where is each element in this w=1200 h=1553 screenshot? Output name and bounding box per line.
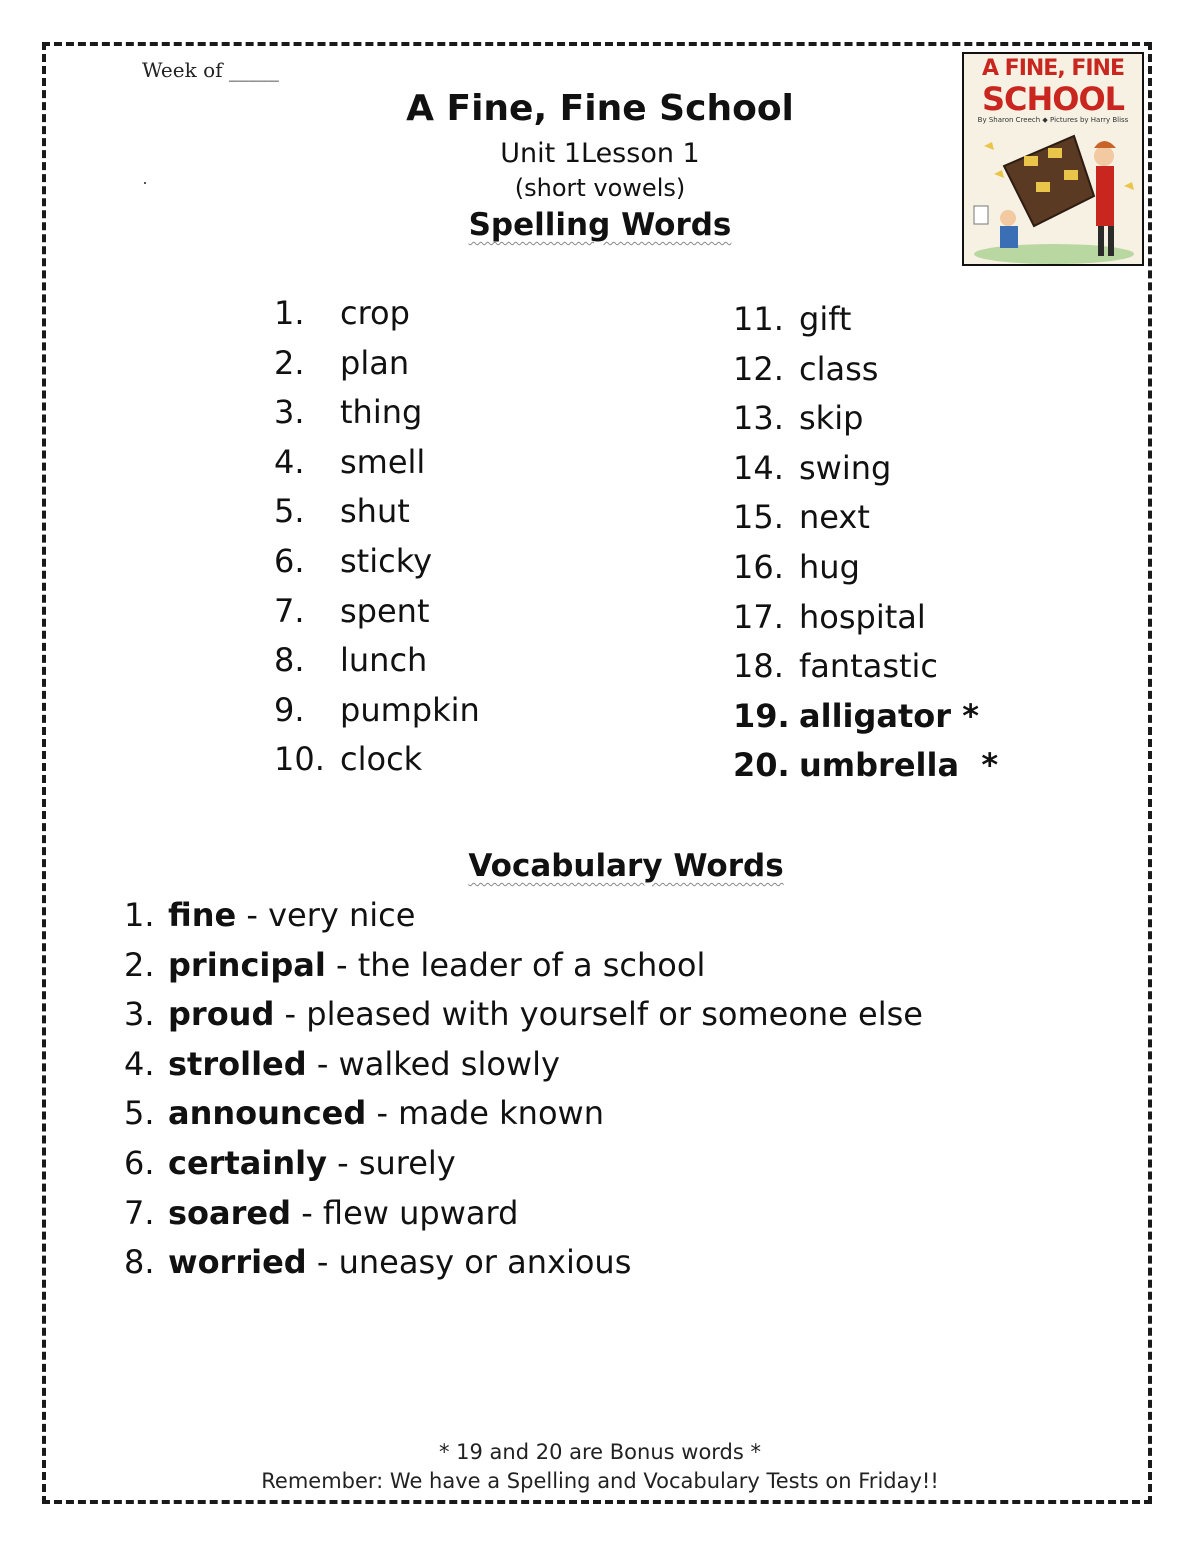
spelling-word-item [733,399,863,437]
vocabulary-number: 8. [124,1243,155,1282]
unit-lesson-label: Unit 1Lesson 1 [500,138,700,169]
vocabulary-definition: - surely [326,1144,456,1182]
vocabulary-item [124,1243,631,1281]
vocabulary-item [124,896,415,934]
vocabulary-term: soared [168,1193,292,1232]
spelling-word-item [274,393,422,431]
spelling-word-item [274,592,430,630]
spelling-word-item [733,647,938,685]
vocabulary-definition: - uneasy or anxious [306,1243,632,1282]
vocabulary-item [124,995,923,1033]
spelling-word-number: 15. [733,498,784,537]
cover-illustration [964,126,1144,266]
spelling-word-number: 6. [274,542,305,580]
vocabulary-definition: - very nice [236,896,416,934]
spelling-word: smell [340,442,426,481]
spelling-word-item [733,300,851,338]
spelling-word: fantastic [799,647,939,686]
book-cover-image [962,52,1144,266]
vocabulary-item [124,1045,560,1083]
spelling-word-item [733,350,878,388]
stray-mark [144,182,146,184]
vocabulary-item [124,1194,518,1232]
vocabulary-term: fine [168,896,237,934]
cover-credit: By Sharon Creech ◆ Pictures by Harry Bliss [977,116,1129,124]
spelling-word: plan [340,343,410,382]
vocabulary-term: proud [168,995,275,1034]
vocabulary-term: certainly [168,1144,327,1182]
spelling-word: hug [799,548,860,586]
spelling-word: class [799,349,879,388]
spelling-word-number: 12. [733,349,784,388]
spelling-word-number: 16. [733,548,784,586]
spelling-word-item [733,548,860,586]
spelling-word: skip [799,399,864,438]
spelling-word-item [733,697,979,735]
spelling-word: crop [340,294,410,332]
spelling-word: lunch [340,641,428,680]
spelling-word-number: 1. [274,294,305,332]
vocabulary-number: 4. [124,1044,155,1083]
spelling-word-item [733,498,870,536]
vocabulary-definition: - made known [366,1094,604,1133]
spelling-word: pumpkin [340,690,480,729]
vocabulary-item [124,1094,604,1132]
spelling-word: alligator * [799,696,979,735]
spelling-word-item [274,344,409,382]
cover-title-line1: A FINE, FINE [981,56,1124,81]
spelling-word: hospital [799,597,926,636]
vocabulary-number: 1. [124,896,155,934]
test-reminder: Remember: We have a Spelling and Vocabulary Tests on Friday!! [261,1469,939,1493]
spelling-word: thing [340,393,423,432]
spelling-word: shut [340,492,410,531]
spelling-word-number: 19. [733,696,790,735]
spelling-word-number: 14. [733,448,784,487]
spelling-word-item [274,492,410,530]
bonus-words-note: * 19 and 20 are Bonus words * [438,1440,761,1464]
spelling-word-number: 11. [733,300,784,338]
spelling-word-number: 9. [274,690,305,729]
spelling-word-item [274,641,427,679]
vocabulary-term: announced [168,1094,367,1133]
spelling-word: clock [340,740,423,779]
week-of-label: Week of _____ [142,58,279,82]
spelling-words-heading: Spelling Words [468,207,732,243]
vocabulary-definition: - flew upward [291,1193,519,1232]
vocabulary-term: strolled [168,1044,307,1083]
spelling-word-number: 5. [274,492,305,531]
spelling-word-number: 3. [274,393,305,432]
spelling-word-number: 20. [733,746,790,785]
spelling-word: spent [340,591,430,630]
spelling-word-item [274,740,422,778]
vocabulary-number: 5. [124,1094,155,1133]
short-vowels-note: (short vowels) [514,174,686,202]
vocabulary-number: 6. [124,1144,155,1182]
vocabulary-item [124,946,705,984]
vocabulary-item [124,1144,456,1182]
vocabulary-definition: - pleased with yourself or someone else [274,995,923,1034]
spelling-word-number: 2. [274,343,305,382]
page-title: A Fine, Fine School [406,88,794,129]
spelling-word-number: 10. [274,740,325,779]
spelling-word-item [733,449,891,487]
spelling-word-item [274,691,480,729]
spelling-word: swing [799,448,892,487]
spelling-word: umbrella * [799,746,999,785]
spelling-word: next [799,498,870,537]
spelling-word-item [274,542,432,580]
spelling-word-number: 4. [274,442,305,481]
spelling-word-item [733,598,926,636]
cover-title-line2: SCHOOL [981,80,1125,118]
spelling-word-number: 18. [733,647,784,686]
vocabulary-term: principal [168,945,326,984]
spelling-word-item [274,294,410,332]
vocabulary-term: worried [168,1243,307,1282]
spelling-word-item [274,443,425,481]
spelling-word-number: 17. [733,597,784,636]
spelling-word: gift [799,300,852,338]
spelling-word: sticky [340,542,433,580]
spelling-word-number: 13. [733,399,784,438]
vocabulary-number: 7. [124,1193,155,1232]
vocabulary-definition: - the leader of a school [325,945,706,984]
spelling-word-number: 7. [274,591,305,630]
spelling-word-item [733,746,998,784]
vocabulary-number: 2. [124,945,155,984]
vocabulary-number: 3. [124,995,155,1034]
vocabulary-words-heading: Vocabulary Words [468,848,784,884]
spelling-word-number: 8. [274,641,305,680]
vocabulary-definition: - walked slowly [306,1044,560,1083]
